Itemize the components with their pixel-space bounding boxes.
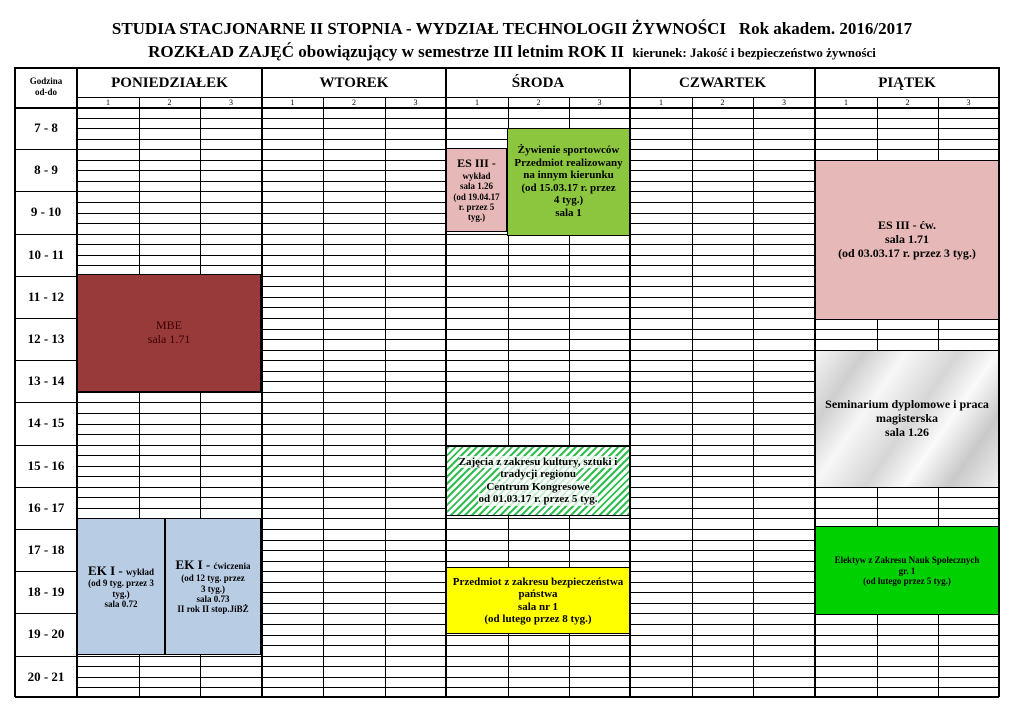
event-state-security-text: (od lutego przez 8 tyg.) <box>484 613 592 626</box>
event-ek1-lecture[interactable] <box>77 518 165 654</box>
event-sports-nutrition-text: sala 1 <box>555 207 582 220</box>
corner-label-hour: Godzina <box>29 76 63 86</box>
group-header: 1 <box>106 97 110 107</box>
day-header: ŚRODA <box>511 74 565 91</box>
event-ek1-lecture-text: tyg.) <box>112 588 130 599</box>
event-mbe[interactable] <box>77 274 261 392</box>
corner-label-range: od-do <box>34 87 57 97</box>
group-column-line <box>323 97 324 697</box>
event-es3-lecture-text: r. przez 5 <box>458 201 495 212</box>
event-ek1-lecture-text: sala 0.72 <box>104 599 138 610</box>
table-border-bottom <box>15 696 999 698</box>
event-sports-nutrition-text: na innym kierunku <box>523 169 614 182</box>
event-culture-text: Centrum Kongresowe <box>486 480 590 493</box>
group-header: 2 <box>905 97 910 107</box>
hour-label: 12 - 13 <box>27 331 65 347</box>
event-es3-lecture-text: tyg.) <box>467 212 486 223</box>
hour-label: 19 - 20 <box>27 626 65 642</box>
event-culture-text: tradycji regionu <box>500 468 576 481</box>
event-ek1-exercises-text-part: EK I - <box>175 557 214 573</box>
event-state-security-text: sala nr 1 <box>517 600 559 613</box>
event-sports-nutrition[interactable] <box>507 128 630 236</box>
event-sports-nutrition-text: Przedmiot realizowany <box>514 156 623 169</box>
faculty-title: STUDIA STACJONARNE II STOPNIA - WYDZIAŁ TECHNOLOGII ŻYWNOŚCI <box>111 19 727 38</box>
day-header: WTOREK <box>319 74 389 91</box>
event-ek1-exercises-text <box>176 558 251 573</box>
event-ek1-exercises-text: (od 12 tyg. przez <box>181 573 245 584</box>
quarter-line <box>77 666 999 667</box>
group-header: 1 <box>290 97 295 107</box>
hour-column-header <box>15 67 77 107</box>
group-header: 1 <box>475 97 479 107</box>
day-header: PIĄTEK <box>878 74 936 91</box>
day-header: CZWARTEK <box>679 74 766 91</box>
event-sports-nutrition-text: 4 tyg.) <box>553 194 584 207</box>
event-es3-exercises-text: (od 03.03.17 r. przez 3 tyg.) <box>838 245 976 260</box>
event-ek1-lecture-text <box>88 564 154 579</box>
hour-label: 11 - 12 <box>27 288 65 304</box>
event-ek1-exercises[interactable] <box>165 518 261 654</box>
event-seminar-text: Seminarium dyplomowe i praca <box>825 397 989 412</box>
hour-line <box>15 656 999 657</box>
event-es3-lecture-text: (od 19.04.17 <box>453 191 500 202</box>
hour-label: 7 - 8 <box>34 120 58 136</box>
event-ek1-exercises-text: sala 0.73 <box>196 593 230 604</box>
event-culture[interactable] <box>446 446 630 516</box>
event-seminar-text: sala 1.26 <box>884 424 929 439</box>
schedule-title: ROZKŁAD ZAJĘĆ obowiązujący w semestrze III letnim ROK II <box>148 42 625 61</box>
event-ek1-exercises-text: II rok II stop.JiBŻ <box>177 604 249 615</box>
event-state-security-text: Przedmiot z zakresu bezpieczeństwa <box>452 575 624 588</box>
group-column-line <box>385 97 386 697</box>
day-header: PONIEDZIAŁEK <box>111 74 228 91</box>
event-social-elective[interactable] <box>815 526 999 615</box>
event-social-elective-text: (od lutego przez 5 tyg.) <box>863 575 951 586</box>
event-ek1-lecture-text-part: EK I - <box>88 562 126 578</box>
group-header: 3 <box>413 97 418 107</box>
event-es3-lecture-text: ES III - <box>457 156 496 171</box>
event-ek1-exercises-text: 3 tyg.) <box>201 583 225 594</box>
field-of-study: kierunek: Jakość i bezpieczeństwo żywności <box>632 45 876 60</box>
event-es3-lecture[interactable] <box>446 148 507 231</box>
hour-label: 18 - 19 <box>27 584 65 600</box>
event-ek1-exercises-text-part: ćwiczenia <box>213 561 251 572</box>
hour-label: 20 - 21 <box>27 668 65 684</box>
group-header: 3 <box>229 97 233 107</box>
group-header: 2 <box>536 97 541 107</box>
group-header: 2 <box>167 97 172 107</box>
event-mbe-text: sala 1.71 <box>147 331 191 346</box>
group-column-line <box>753 97 754 697</box>
quarter-line <box>77 118 999 119</box>
group-column-line <box>692 97 693 697</box>
event-ek1-lecture-text: (od 9 tyg. przez 3 <box>88 578 154 589</box>
event-culture-text: od 01.03.17 r. przez 5 tyg. <box>478 493 598 506</box>
group-header: 3 <box>782 97 786 107</box>
event-seminar[interactable] <box>815 350 999 488</box>
event-es3-lecture-text: sala 1.26 <box>459 181 493 192</box>
group-header: 3 <box>597 97 602 107</box>
event-state-security[interactable] <box>446 567 630 634</box>
group-header: 1 <box>659 97 663 107</box>
quarter-line <box>77 677 999 678</box>
group-header: 2 <box>352 97 356 107</box>
event-culture-text: Zajęcia z zakresu kultury, sztuki i <box>458 455 618 468</box>
hour-label: 9 - 10 <box>30 204 62 220</box>
event-ek1-lecture-text-part: wykład <box>125 566 154 577</box>
event-sports-nutrition-text: (od 15.03.17 r. przez <box>521 181 616 194</box>
group-header: 1 <box>844 97 848 107</box>
hour-label: 17 - 18 <box>27 542 65 558</box>
event-es3-exercises-text: ES III - ćw. <box>877 218 936 233</box>
hour-label: 16 - 17 <box>27 499 65 515</box>
hour-label: 14 - 15 <box>27 415 65 431</box>
hour-label: 13 - 14 <box>27 373 65 389</box>
academic-year: Rok akadem. 2016/2017 <box>738 19 913 38</box>
event-es3-exercises[interactable] <box>815 160 999 320</box>
day-separator <box>261 67 263 697</box>
hour-label: 10 - 11 <box>27 246 65 262</box>
event-state-security-text: państwa <box>518 588 558 601</box>
group-header: 3 <box>966 97 971 107</box>
event-social-elective-text: Elektyw z Zakresu Nauk Społecznych <box>834 555 980 566</box>
quarter-line <box>77 687 999 688</box>
hour-label: 15 - 16 <box>27 457 65 473</box>
event-mbe-text: MBE <box>155 318 182 333</box>
hour-label: 8 - 9 <box>34 162 58 178</box>
event-sports-nutrition-text: Żywienie sportowców <box>517 143 620 156</box>
event-social-elective-text: gr. 1 <box>898 565 916 576</box>
event-es3-exercises-text: sala 1.71 <box>884 232 929 247</box>
event-es3-lecture-text: wykład <box>462 170 491 181</box>
event-seminar-text: magisterska <box>876 411 938 426</box>
group-header: 2 <box>720 97 725 107</box>
group-header-line <box>15 107 999 109</box>
